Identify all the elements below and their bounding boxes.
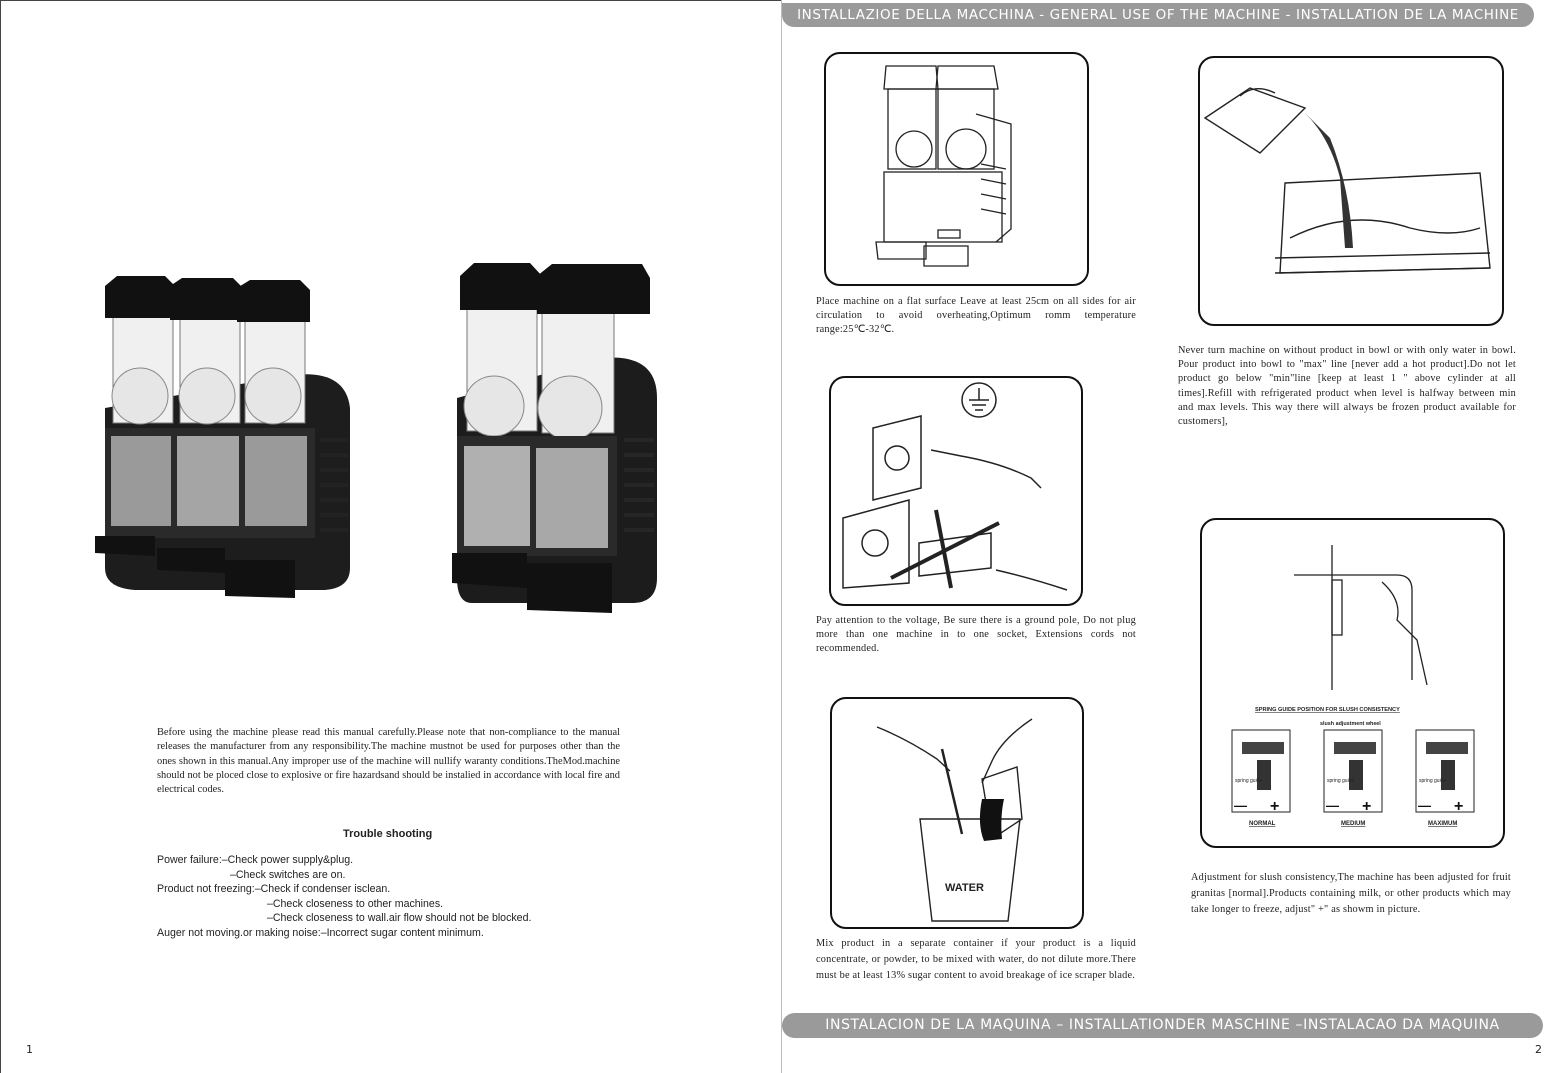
level-label: MAXIMUM	[1428, 821, 1458, 827]
placement-caption: Place machine on a flat surface Leave at least 25cm on all sides for air circulation to avoid overheating,Optimum romm temperature range:25℃-32℃.	[816, 296, 1136, 336]
adjust-wheel-label: slush adjustment wheel	[1320, 721, 1381, 727]
spring-label: spring guide	[1235, 778, 1263, 784]
minus-sign: —	[1326, 798, 1339, 813]
page-number-right: 2	[1535, 1043, 1542, 1056]
consistency-title: SPRING GUIDE POSITION FOR SLUSH CONSISTENCY	[1255, 707, 1400, 713]
water-label: WATER	[945, 882, 984, 894]
level-diagram-medium	[1324, 730, 1382, 827]
machine-line-drawing	[826, 54, 1087, 284]
adjustment-wheel-drawing	[1202, 520, 1503, 846]
level-label: MEDIUM	[1341, 821, 1366, 827]
adjustment-illustration	[1200, 518, 1505, 848]
two-bowl-machine-image	[452, 258, 662, 618]
voltage-caption: Pay attention to the voltage, Be sure there is a ground pole, Do not plug more than one machine in to one socket, Extensions cords not recommended.	[816, 615, 1136, 655]
fill-caption: Never turn machine on without product in bowl or with only water in bowl. Pour product into bowl to "max" line [never add a hot product].Do not let product go below "min"line [keep at least 1 " above cylinder at all times].Refill with refrigerated product when level is halfway between min and max levels. This way there will always be frozen product available for customers],	[1178, 345, 1516, 428]
plus-sign: +	[1270, 798, 1280, 815]
level-label: NORMAL	[1249, 821, 1276, 827]
minus-sign: —	[1234, 798, 1247, 813]
fill-illustration	[1198, 56, 1504, 326]
level-diagram-normal	[1232, 730, 1290, 827]
three-bowl-machine-image	[95, 268, 357, 608]
troubleshooting-line: Product not freezing:–Check if condenser isclean.	[157, 883, 391, 895]
bottom-banner: INSTALACION DE LA MAQUINA – INSTALLATIONDER MASCHINE –INSTALACAO DA MAQUINA	[782, 1013, 1543, 1038]
plus-sign: +	[1454, 798, 1464, 815]
troubleshooting-line: Auger not moving.or making noise:–Incorrect sugar content minimum.	[157, 926, 484, 939]
plus-sign: +	[1362, 798, 1372, 815]
troubleshooting-line: –Check closeness to wall.air flow should not be blocked.	[267, 912, 532, 924]
troubleshooting-list	[157, 853, 627, 940]
spring-label: spring guide	[1327, 778, 1355, 784]
adjustment-caption: Adjustment for slush consistency,The machine has been adjusted for fruit granitas [normal].Products containing milk, or other products which may take longer to freeze, adjust" +" as showm in picture.	[1191, 872, 1511, 915]
placement-illustration	[824, 52, 1089, 286]
minus-sign: —	[1418, 798, 1431, 813]
socket-line-drawing	[831, 378, 1081, 604]
troubleshooting-line: –Check switches are on.	[230, 868, 346, 881]
pouring-product-drawing	[1200, 58, 1502, 324]
voltage-illustration	[829, 376, 1083, 606]
top-banner: INSTALLAZIOE DELLA MACCHINA - GENERAL USE OF THE MACHINE - INSTALLATION DE LA MACHINE	[782, 3, 1534, 27]
level-diagram-maximum	[1416, 730, 1474, 827]
page-number-left: 1	[26, 1043, 33, 1056]
intro-paragraph: Before using the machine please read this manual carefully.Please note that non-compliance to the manual releases the manufacturer from any responsibility.The machine mustnot be used for purposes other than the ones shown in this manual.Any improper use of the machine will nullify waranty conditions.TheMod.machine should not be ploced close to explosive or fire hazardsand should be instalied in accordance with local fire and electrical codes.	[157, 727, 620, 796]
troubleshooting-line: Power failure:–Check power supply&plug.	[157, 854, 354, 866]
page-fold	[781, 0, 782, 1073]
mix-illustration	[830, 697, 1084, 929]
spring-label: spring guide	[1419, 778, 1447, 784]
troubleshooting-title: Trouble shooting	[343, 828, 433, 840]
troubleshooting-line: –Check closeness to other machines.	[267, 897, 444, 910]
mix-caption: Mix product in a separate container if your product is a liquid concentrate, or powder, to be mixed with water, do not dilute more.There must be at least 13% sugar content to avoid breakage of ice scraper blade.	[816, 938, 1136, 981]
water-bucket-drawing	[832, 699, 1082, 927]
